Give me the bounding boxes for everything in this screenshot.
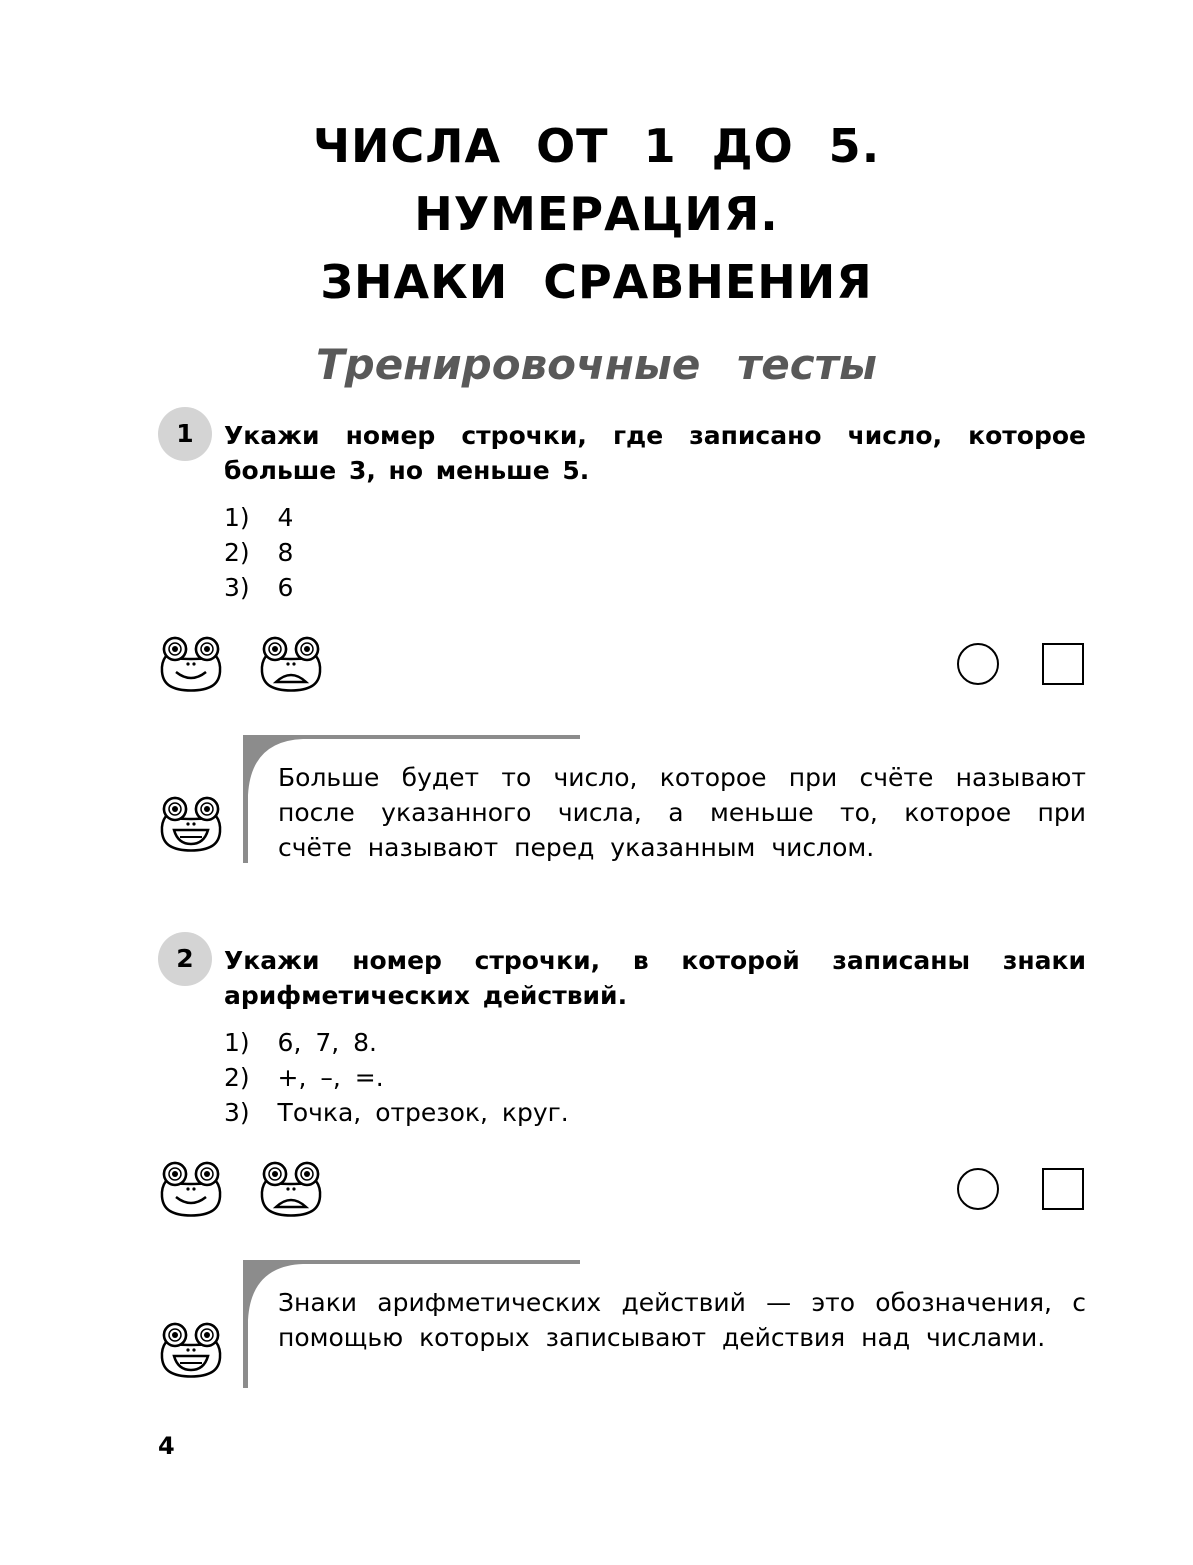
answer-option: 2) 8 (224, 538, 294, 567)
answer-circle[interactable] (957, 1168, 999, 1210)
laughing-frog-icon (158, 1322, 224, 1378)
answer-option: 3) Точка, отрезок, круг. (224, 1098, 569, 1127)
sad-frog-icon[interactable] (258, 1161, 324, 1217)
page-number: 4 (158, 1432, 175, 1460)
hint-text: Знаки арифметических действий — это обозначения, с помощью которых записывают действия над числами. (278, 1288, 1086, 1352)
answer-square[interactable] (1042, 643, 1084, 685)
hint-text: Больше будет то число, которое при счёте называют после указанного числа, а меньше то, которое при счёте называют перед указанным числом. (278, 763, 1086, 862)
title-line-3: ЗНАКИ СРАВНЕНИЯ (320, 255, 873, 309)
title-line-2: НУМЕРАЦИЯ. (414, 187, 779, 241)
task-question (224, 943, 1086, 1013)
answer-option: 1) 4 (224, 503, 294, 532)
question-line-last: арифметических действий. (224, 981, 628, 1010)
happy-frog-icon[interactable] (158, 636, 224, 692)
question-line: Укажи номер строчки, где записано число, которое (224, 421, 1086, 450)
task-number-badge: 2 (158, 932, 212, 986)
laughing-frog-icon (158, 796, 224, 852)
answer-option: 2) +, –, =. (224, 1063, 384, 1092)
happy-frog-icon[interactable] (158, 1161, 224, 1217)
task-number-badge: 1 (158, 407, 212, 461)
answer-option: 3) 6 (224, 573, 294, 602)
answer-circle[interactable] (957, 643, 999, 685)
title-line-1: ЧИСЛА ОТ 1 ДО 5. (312, 119, 881, 173)
answer-options (224, 1025, 569, 1130)
page-title (0, 112, 1193, 316)
question-line: Укажи номер строчки, в которой записаны знаки (224, 946, 1086, 975)
answer-options (224, 500, 293, 605)
question-line-last: больше 3, но меньше 5. (224, 456, 590, 485)
answer-option: 1) 6, 7, 8. (224, 1028, 378, 1057)
sad-frog-icon[interactable] (258, 636, 324, 692)
task-question (224, 418, 1086, 488)
section-title: Тренировочные тесты (316, 340, 877, 389)
answer-square[interactable] (1042, 1168, 1084, 1210)
